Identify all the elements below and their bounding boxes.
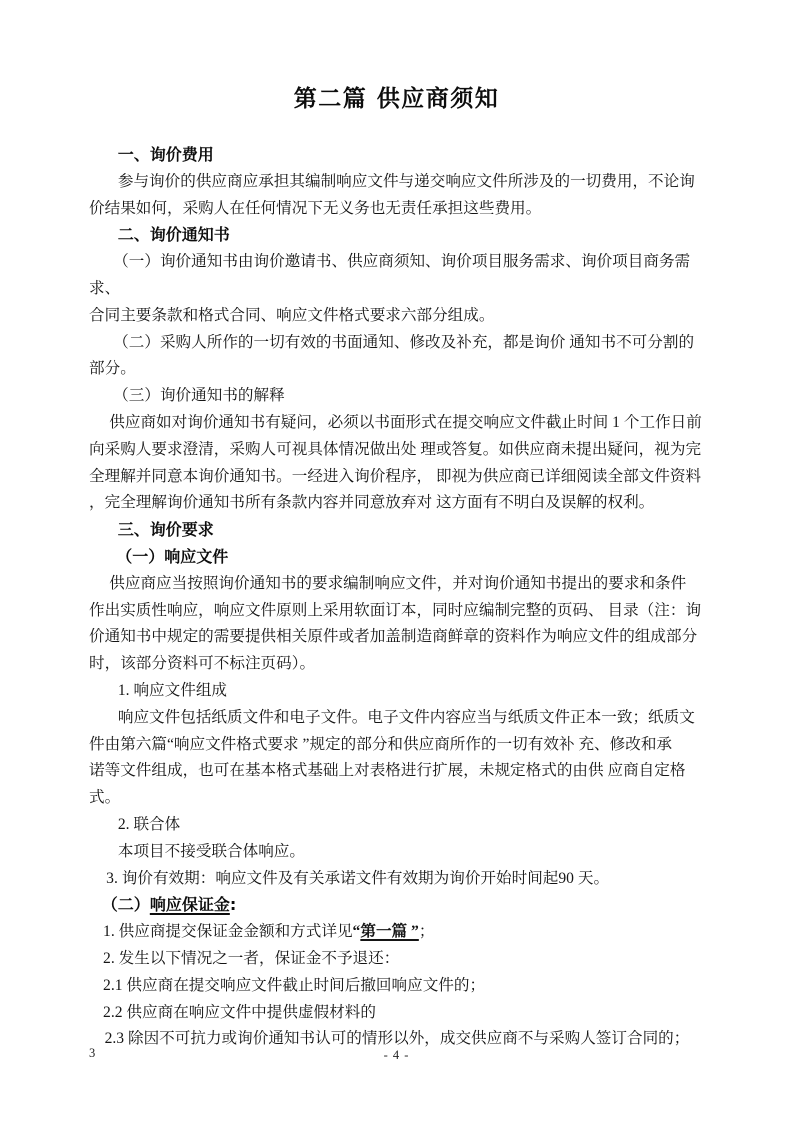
text-segment: 响应保证金 [149,895,230,915]
text-line: 部分。 [89,360,136,378]
paragraph [89,1000,713,1027]
page-title: 第二篇 供应商须知 [293,86,500,112]
text-segment: : [229,895,237,915]
text-line: 本项目不接受联合体响应。 [117,842,305,860]
text-line: 时，该部分资料可不标注页码）。 [89,655,316,673]
text-line: 三、询价要求 [117,520,214,540]
section-heading [89,544,713,571]
text-line: 合同主要条款和格式合同、响应文件格式要求六部分组成。 [89,306,495,324]
text-line: 价通知书中规定的需要提供相关原件或者加盖制造商鲜章的资料作为响应文件的组成部分 [89,628,698,646]
section-heading [89,142,713,169]
paragraph [89,383,713,410]
text-line: 3. 询价有效期：响应文件及有关承诺文件有效期为询价开始时间起90 天。 [106,869,610,887]
text-line: 2.2 供应商在响应文件中提供虚假材料的 [103,1003,376,1021]
text-segment: “ [352,923,361,941]
text-line: 参与询价的供应商应承担其编制响应文件与递交响应文件所涉及的一切费用，不论询 [117,172,695,190]
paragraph [89,169,713,223]
text-line: 全理解并同意本询价通知书。一经进入询价程序， 即视为供应商已详细阅读全部文件资料 [89,467,702,485]
paragraph [89,812,713,839]
text-line: 作出实质性响应，响应文件原则上采用软面订本，同时应编制完整的页码、 目录（注：询 [89,601,702,619]
text-segment: 1. 供应商提交保证金金额和方式详见 [103,923,353,941]
section-heading [89,517,713,544]
text-line: 二、询价通知书 [117,225,230,245]
text-line: （一）响应文件 [116,546,229,566]
text-line: （一）询价通知书由询价邀请书、供应商须知、询价项目服务需求、询价项目商务需求、 [89,253,691,297]
paragraph [89,410,713,517]
text-segment: ； [418,923,435,941]
text-line: 供应商应当按照询价通知书的要求编制响应文件，并对询价通知书提出的要求和条件 [109,574,687,592]
paragraph [89,705,713,812]
footer-page-number-left: 3 [89,1046,96,1060]
paragraph [89,839,713,866]
paragraph [89,973,713,1000]
text-line: （三）询价通知书的解释 [113,387,285,405]
paragraph [89,919,713,946]
text-segment: 第一篇 ” [360,923,419,941]
text-line: 诺等文件组成，也可在基本格式基础上对表格进行扩展，未规定格式的由供 应商自定格 [89,762,686,780]
paragraph [89,946,713,973]
text-line: 向采购人要求澄清，采购人可视具体情况做出处 理或答复。如供应商未提出疑问，视为完 [89,440,702,458]
text-line: 1. 响应文件组成 [117,681,228,699]
text-line [89,892,713,919]
paragraph [89,571,713,678]
paragraph [89,678,713,705]
paragraph [89,249,713,329]
text-line [89,919,713,946]
text-line: 供应商如对询价通知书有疑问，必须以书面形式在提交响应文件截止时间 1 个工作日前 [109,413,702,431]
text-line: （二）采购人所作的一切有效的书面通知、修改及补充，都是询价 通知书不可分割的 [113,333,695,351]
paragraph [89,866,713,893]
paragraph [89,330,713,384]
text-line: 一、询价费用 [117,145,214,164]
section-heading [89,222,713,249]
text-line: 2.1 供应商在提交响应文件截止时间后撤回响应文件的； [103,976,486,994]
text-line: 响应文件包括纸质文件和电子文件。电子文件内容应当与纸质文件正本一致；纸质文 [117,708,695,726]
text-segment: （二） [101,895,150,915]
footer-page-number-center: - 4 - [383,1048,410,1062]
text-line: 2. 联合体 [117,815,181,833]
text-line: 2.3 除因不可抗力或询价通知书认可的情形以外，成交供应商不与采购人签订合同的； [104,1030,690,1048]
text-line: ，完全理解询价通知书所有条款内容并同意放弃对 这方面有不明白及误解的权利。 [89,494,655,512]
text-line: 件由第六篇“响应文件格式要求 ”规定的部分和供应商所作的一切有效补 充、修改和承 [89,735,673,753]
text-line: 式。 [89,789,121,807]
text-line: 价结果如何，采购人在任何情况下无义务也无责任承担这些费用。 [89,199,542,217]
text-line: 2. 发生以下情况之一者，保证金不予退还： [103,949,400,967]
document-content [89,142,713,1053]
section-heading [89,892,713,919]
